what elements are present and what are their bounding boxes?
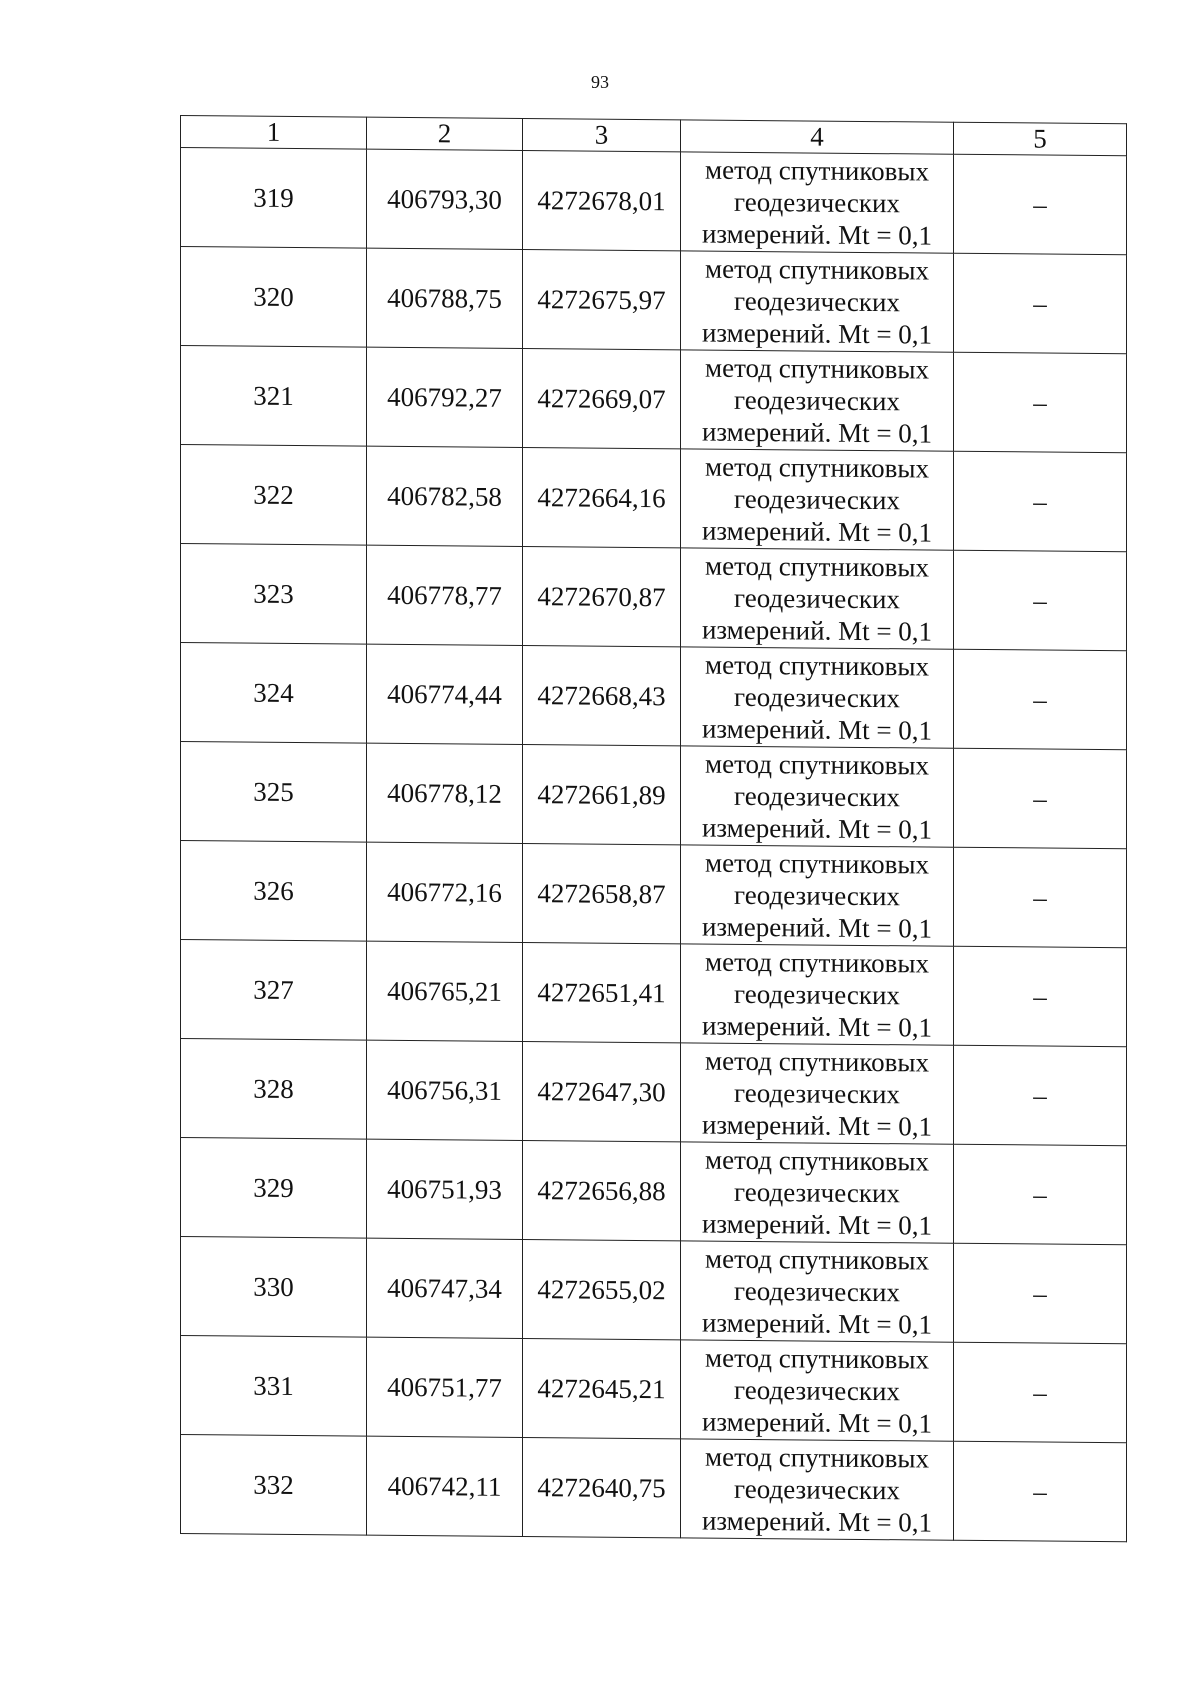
y-coordinate-cell (523, 843, 681, 943)
y-coordinate: 4272670,87 (537, 581, 666, 613)
point-number-cell (181, 247, 367, 348)
point-number: 329 (253, 1172, 294, 1203)
y-coordinate-cell (523, 1140, 681, 1240)
x-coordinate: 406751,93 (387, 1173, 502, 1205)
method-line-3: измерений. Mt = 0,1 (701, 1406, 933, 1439)
x-coordinate: 406772,16 (387, 876, 502, 908)
x-coordinate-cell (367, 149, 523, 249)
x-coordinate-cell (367, 248, 523, 348)
table-row (181, 1435, 1127, 1542)
method-line-1: метод спутниковых (705, 451, 929, 484)
point-number: 321 (253, 380, 294, 411)
column-header-3: 3 (523, 118, 681, 151)
method-line-1: метод спутниковых (705, 1243, 929, 1276)
method-line-2: геодезических (734, 978, 900, 1011)
point-number: 326 (253, 875, 294, 906)
point-number: 323 (253, 578, 294, 609)
note-cell (954, 748, 1127, 849)
table-row (181, 544, 1127, 651)
method-line-2: геодезических (734, 186, 900, 219)
method-cell (681, 647, 954, 748)
method-line-3: измерений. Mt = 0,1 (701, 317, 933, 350)
point-number-cell (181, 1237, 367, 1338)
table-row (181, 1237, 1127, 1344)
table-row (181, 1138, 1127, 1245)
column-header-2: 2 (367, 117, 523, 150)
x-coordinate-cell (367, 1436, 523, 1536)
note-cell (954, 550, 1127, 651)
y-coordinate-cell (523, 1437, 681, 1537)
method-line-2: геодезических (734, 483, 900, 516)
method-line-1: метод спутниковых (705, 550, 929, 583)
note-cell (954, 649, 1127, 750)
method-cell (681, 152, 954, 253)
y-coordinate: 4272668,43 (537, 680, 666, 712)
table-row (181, 445, 1127, 552)
point-number-cell (181, 841, 367, 942)
point-number-cell (181, 1039, 367, 1140)
y-coordinate-cell (523, 348, 681, 448)
method-line-1: метод спутниковых (705, 352, 929, 385)
note-cell (954, 1045, 1127, 1146)
x-coordinate: 406778,12 (387, 777, 502, 809)
x-coordinate-cell (367, 743, 523, 843)
method-line-3: измерений. Mt = 0,1 (701, 812, 933, 845)
point-number: 324 (253, 677, 294, 708)
note-dash: – (1033, 1080, 1047, 1111)
point-number: 320 (253, 281, 294, 312)
note-cell (954, 1441, 1127, 1542)
y-coordinate: 4272651,41 (537, 977, 666, 1009)
method-cell (681, 449, 954, 550)
method-line-2: геодезических (734, 780, 900, 813)
note-dash: – (1033, 1179, 1047, 1210)
y-coordinate: 4272656,88 (537, 1175, 666, 1207)
point-number: 325 (253, 776, 294, 807)
method-cell (681, 1142, 954, 1243)
x-coordinate-cell (367, 1238, 523, 1338)
x-coordinate: 406756,31 (387, 1074, 502, 1106)
method-cell (681, 1439, 954, 1540)
method-line-2: геодезических (734, 1275, 900, 1308)
method-line-1: метод спутниковых (705, 1045, 929, 1078)
y-coordinate: 4272661,89 (537, 779, 666, 811)
method-line-3: измерений. Mt = 0,1 (701, 1208, 933, 1241)
note-dash: – (1033, 783, 1047, 814)
point-number: 331 (253, 1370, 294, 1401)
method-line-2: геодезических (734, 1077, 900, 1110)
point-number: 322 (253, 479, 294, 510)
method-line-3: измерений. Mt = 0,1 (701, 1010, 933, 1043)
note-cell (954, 1243, 1127, 1344)
point-number-cell (181, 940, 367, 1041)
method-cell (681, 746, 954, 847)
note-dash: – (1033, 189, 1047, 220)
method-line-2: геодезических (734, 1473, 900, 1506)
method-line-2: геодезических (734, 681, 900, 714)
y-coordinate: 4272640,75 (537, 1472, 666, 1504)
method-line-1: метод спутниковых (705, 253, 929, 286)
method-cell (681, 350, 954, 451)
method-line-3: измерений. Mt = 0,1 (701, 218, 933, 251)
note-cell (954, 352, 1127, 453)
point-number: 319 (253, 182, 294, 213)
table-row (181, 1039, 1127, 1146)
method-line-3: измерений. Mt = 0,1 (701, 911, 933, 944)
column-header-1: 1 (181, 116, 367, 150)
point-number-cell (181, 445, 367, 546)
x-coordinate-cell (367, 446, 523, 546)
column-header-5: 5 (954, 122, 1127, 156)
y-coordinate: 4272658,87 (537, 878, 666, 910)
x-coordinate: 406793,30 (387, 183, 502, 215)
x-coordinate-cell (367, 1139, 523, 1239)
note-cell (954, 154, 1127, 255)
y-coordinate: 4272678,01 (537, 185, 666, 217)
method-line-1: метод спутниковых (705, 154, 929, 187)
y-coordinate-cell (523, 447, 681, 547)
note-dash: – (1033, 882, 1047, 913)
method-line-1: метод спутниковых (705, 847, 929, 880)
y-coordinate-cell (523, 150, 681, 250)
method-cell (681, 1340, 954, 1441)
note-dash: – (1033, 486, 1047, 517)
x-coordinate-cell (367, 1040, 523, 1140)
method-cell (681, 1241, 954, 1342)
method-line-3: измерений. Mt = 0,1 (701, 416, 933, 449)
note-dash: – (1033, 288, 1047, 319)
method-line-3: измерений. Mt = 0,1 (701, 614, 933, 647)
method-line-2: геодезических (734, 1374, 900, 1407)
point-number-cell (181, 1138, 367, 1239)
point-number-cell (181, 544, 367, 645)
point-number-cell (181, 346, 367, 447)
point-number-cell (181, 643, 367, 744)
method-line-1: метод спутниковых (705, 748, 929, 781)
method-line-2: геодезических (734, 1176, 900, 1209)
table-row (181, 841, 1127, 948)
method-line-2: геодезических (734, 384, 900, 417)
note-dash: – (1033, 1278, 1047, 1309)
method-cell (681, 548, 954, 649)
point-number: 327 (253, 974, 294, 1005)
method-line-3: измерений. Mt = 0,1 (701, 713, 933, 746)
method-line-1: метод спутниковых (705, 1342, 929, 1375)
y-coordinate: 4272669,07 (537, 383, 666, 415)
method-line-2: геодезических (734, 582, 900, 615)
point-number-cell (181, 742, 367, 843)
x-coordinate-cell (367, 941, 523, 1041)
y-coordinate: 4272655,02 (537, 1274, 666, 1306)
page-number: 93 (591, 72, 609, 92)
point-number: 332 (253, 1469, 294, 1500)
point-number: 328 (253, 1073, 294, 1104)
method-line-3: измерений. Mt = 0,1 (701, 1109, 933, 1142)
x-coordinate: 406778,77 (387, 579, 502, 611)
note-dash: – (1033, 585, 1047, 616)
point-number: 330 (253, 1271, 294, 1302)
note-cell (954, 253, 1127, 354)
method-line-3: измерений. Mt = 0,1 (701, 1505, 933, 1538)
table-row (181, 643, 1127, 750)
x-coordinate: 406774,44 (387, 678, 502, 710)
y-coordinate: 4272675,97 (537, 284, 666, 316)
x-coordinate-cell (367, 347, 523, 447)
method-line-1: метод спутниковых (705, 1441, 929, 1474)
note-dash: – (1033, 387, 1047, 418)
column-header-4: 4 (681, 120, 954, 154)
coordinates-table (180, 115, 1127, 1542)
y-coordinate-cell (523, 1041, 681, 1141)
y-coordinate: 4272647,30 (537, 1076, 666, 1108)
method-cell (681, 845, 954, 946)
table-row (181, 148, 1127, 255)
method-cell (681, 1043, 954, 1144)
table-row (181, 742, 1127, 849)
point-number-cell (181, 1435, 367, 1536)
x-coordinate: 406742,11 (387, 1470, 502, 1502)
note-cell (954, 1342, 1127, 1443)
note-dash: – (1033, 981, 1047, 1012)
point-number-cell (181, 1336, 367, 1437)
y-coordinate-cell (523, 942, 681, 1042)
point-number-cell (181, 148, 367, 249)
x-coordinate: 406792,27 (387, 381, 502, 413)
method-line-2: геодезических (734, 285, 900, 318)
note-dash: – (1033, 1476, 1047, 1507)
x-coordinate-cell (367, 644, 523, 744)
method-cell (681, 944, 954, 1045)
y-coordinate-cell (523, 546, 681, 646)
note-cell (954, 451, 1127, 552)
method-line-1: метод спутниковых (705, 946, 929, 979)
note-dash: – (1033, 684, 1047, 715)
y-coordinate-cell (523, 645, 681, 745)
method-line-2: геодезических (734, 879, 900, 912)
table-body (181, 148, 1127, 1542)
y-coordinate-cell (523, 1239, 681, 1339)
method-line-3: измерений. Mt = 0,1 (701, 515, 933, 548)
note-cell (954, 946, 1127, 1047)
y-coordinate-cell (523, 744, 681, 844)
x-coordinate: 406747,34 (387, 1272, 502, 1304)
note-cell (954, 1144, 1127, 1245)
x-coordinate: 406751,77 (387, 1371, 502, 1403)
y-coordinate: 4272645,21 (537, 1373, 666, 1405)
x-coordinate-cell (367, 842, 523, 942)
table-row (181, 940, 1127, 1047)
x-coordinate: 406788,75 (387, 282, 502, 314)
x-coordinate-cell (367, 545, 523, 645)
table-row (181, 1336, 1127, 1443)
y-coordinate-cell (523, 1338, 681, 1438)
x-coordinate: 406765,21 (387, 975, 502, 1007)
x-coordinate-cell (367, 1337, 523, 1437)
method-line-3: измерений. Mt = 0,1 (701, 1307, 933, 1340)
note-dash: – (1033, 1377, 1047, 1408)
table-row (181, 247, 1127, 354)
method-cell (681, 251, 954, 352)
x-coordinate: 406782,58 (387, 480, 502, 512)
y-coordinate-cell (523, 249, 681, 349)
method-line-1: метод спутниковых (705, 1144, 929, 1177)
note-cell (954, 847, 1127, 948)
y-coordinate: 4272664,16 (537, 482, 666, 514)
table-row (181, 346, 1127, 453)
method-line-1: метод спутниковых (705, 649, 929, 682)
